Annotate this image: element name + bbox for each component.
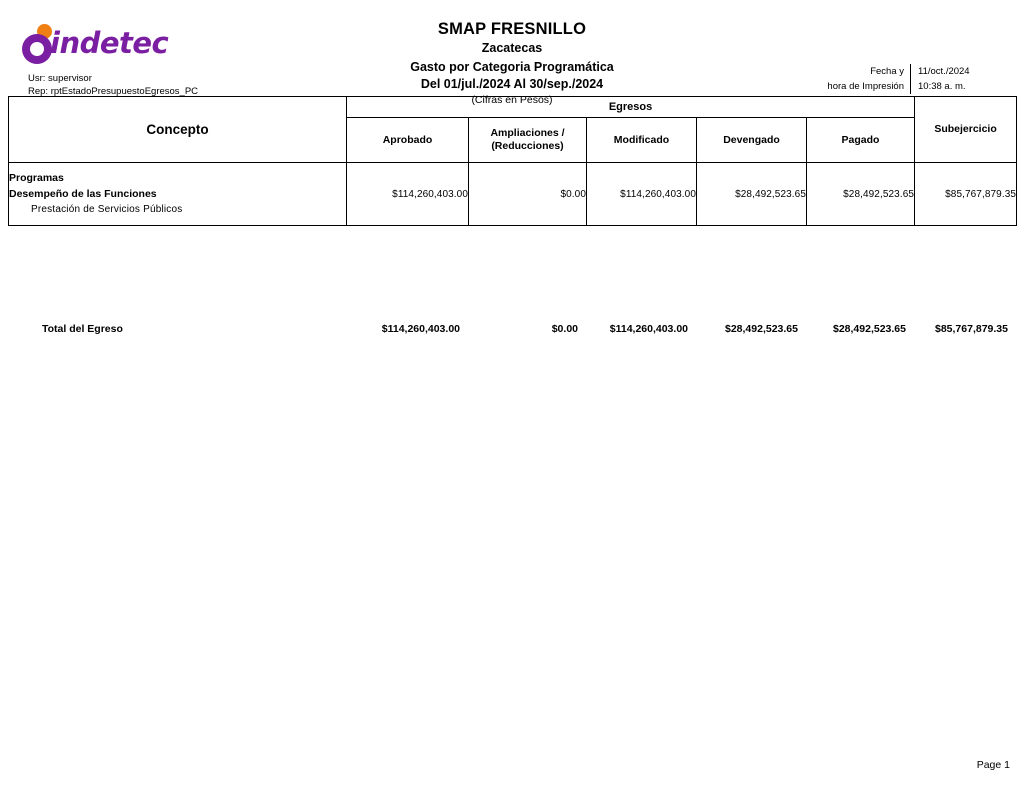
report-id-label: Rep: rptEstadoPresupuestoEgresos_PC <box>28 86 199 97</box>
cell-aprobado: $114,260,403.00 <box>347 163 469 226</box>
print-date-value: 11/oct./2024 <box>910 64 1010 79</box>
cell-modificado: $114,260,403.00 <box>587 163 697 226</box>
totals-section <box>8 320 1016 338</box>
header-concepto: Concepto <box>9 97 347 163</box>
print-time-label: hora de Impresión <box>827 81 904 92</box>
report-period: Del 01/jul./2024 Al 30/sep./2024 <box>420 77 604 91</box>
cell-subejercicio: $85,767,879.35 <box>915 163 1017 226</box>
total-devengado: $28,492,523.65 <box>725 323 798 335</box>
header-col-pagado: Pagado <box>807 118 915 163</box>
concepto-level3: Prestación de Servicios Públicos <box>31 204 183 215</box>
report-title: Gasto por Categoria Programática <box>410 60 614 74</box>
concepto-level2: Desempeño de las Funciones <box>9 188 157 200</box>
header-col-modificado: Modificado <box>587 118 697 163</box>
print-date-row <box>827 64 1010 79</box>
header-col-aprobado: Aprobado <box>347 118 469 163</box>
table-header-row-1 <box>9 97 1017 118</box>
total-pagado: $28,492,523.65 <box>833 323 906 335</box>
org-title: SMAP FRESNILLO <box>437 20 587 38</box>
header-col-ampliaciones <box>469 118 587 163</box>
report-table-wrapper <box>8 96 1016 226</box>
print-time-value: 10:38 a. m. <box>910 79 1010 94</box>
cell-pagado: $28,492,523.65 <box>807 163 915 226</box>
total-row <box>8 320 1016 338</box>
header-col-subejercicio: Subejercicio <box>915 97 1017 163</box>
concepto-level1: Programas <box>9 172 64 184</box>
logo-wordmark: indetec <box>50 26 169 60</box>
header-col-devengado: Devengado <box>697 118 807 163</box>
header-col-ampliaciones-line1: Ampliaciones / <box>490 127 565 139</box>
total-ampliaciones: $0.00 <box>551 323 578 335</box>
header-col-ampliaciones-line2: (Reducciones) <box>491 140 564 152</box>
org-subtitle: Zacatecas <box>481 41 543 55</box>
total-aprobado: $114,260,403.00 <box>381 323 460 335</box>
units-note: (Cifras en Pesos) <box>471 94 553 106</box>
print-date-label: Fecha y <box>870 66 904 77</box>
report-table <box>8 96 1017 226</box>
print-time-row <box>827 79 1010 94</box>
header-egresos-group: Egresos <box>347 97 915 118</box>
page-number: Page 1 <box>976 759 1010 771</box>
cell-ampliaciones: $0.00 <box>469 163 587 226</box>
table-row <box>9 163 1017 226</box>
cell-devengado: $28,492,523.65 <box>697 163 807 226</box>
user-label: Usr: supervisor <box>28 73 92 84</box>
concepto-hierarchy-cell <box>9 163 347 226</box>
report-header <box>0 0 1024 106</box>
total-modificado: $114,260,403.00 <box>609 323 688 335</box>
total-subejercicio: $85,767,879.35 <box>935 323 1008 335</box>
header-meta-right <box>827 64 1010 94</box>
total-label: Total del Egreso <box>42 323 123 335</box>
